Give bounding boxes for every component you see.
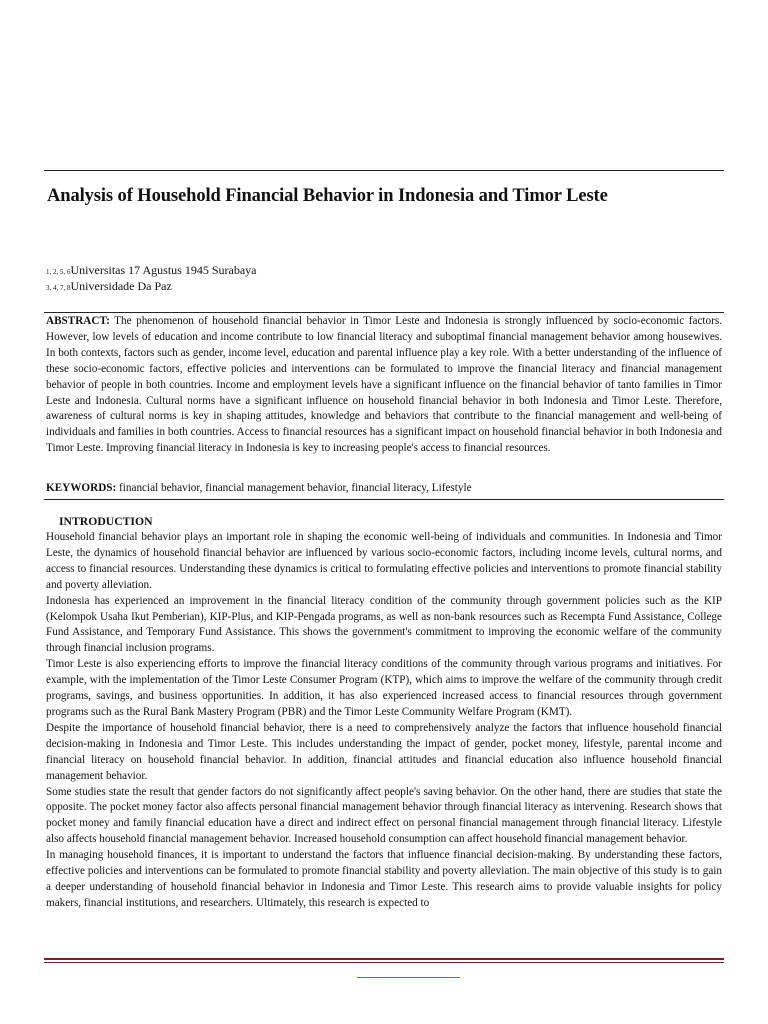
section-heading-introduction: INTRODUCTION (59, 515, 153, 528)
keywords-rule (44, 499, 724, 500)
affiliations (46, 262, 256, 294)
abstract-top-rule (44, 312, 724, 313)
affiliation-name: Universitas 17 Agustus 1945 Surabaya (70, 263, 257, 277)
affiliation-marks: 1, 2, 5, 6 (46, 268, 71, 276)
paper-title: Analysis of Household Financial Behavior in Indonesia and Timor Leste (47, 186, 608, 206)
keywords-label: KEYWORDS: (46, 482, 117, 494)
abstract (46, 314, 722, 457)
abstract-label: ABSTRACT: (46, 315, 110, 327)
affiliation-name: Universidade Da Paz (70, 279, 172, 293)
paragraph: Household financial behavior plays an important role in shaping the economic well-being of individuals and communities. In Indonesia and Timor Leste, the dynamics of household financial behavior are influenced by various socio-economic factors, including income levels, cultural norms, and access to financial resources. Understanding these dynamics is critical to formulating effective policies and interventions to promote financial stability and poverty alleviation. (46, 531, 722, 591)
header-rule (44, 170, 724, 171)
footer-rule (44, 958, 724, 960)
affiliation-2 (46, 278, 256, 294)
affiliation-marks: 3, 4, 7, 8 (46, 284, 71, 292)
abstract-text: The phenomenon of household financial behavior in Timor Leste and Indonesia is strongly influenced by socio-economic factors. However, low levels of education and income contribute to low financial literacy and suboptimal financial management behavior among housewives. In both contexts, factors such as gender, income level, education and parental influence play a key role. With a better understanding of the influence of these socio-economic factors, effective policies and interventions can be formulated to improve the financial literacy and financial management behavior of people in both countries. Income and employment levels have a significant influence on the financial behavior of tanto families in Timor Leste and Indonesia. Cultural norms have a significant influence on household financial behavior in both Indonesia and Timor Leste. Therefore, awareness of cultural norms is key in shaping attitudes, knowledge and behaviors that contribute to the financial management and well-being of individuals and families in both countries. Access to financial resources has a significant impact on household financial behavior in both Indonesia and Timor Leste. Improving financial literacy in Indonesia is key to increasing people's access to financial resources. (46, 315, 722, 455)
footer-rule-thin (44, 962, 724, 963)
footer-link-underline[interactable] (357, 977, 460, 978)
introduction-body (46, 530, 722, 912)
affiliation-1 (46, 262, 256, 278)
paragraph: Indonesia has experienced an improvement in the financial literacy condition of the community through government policies such as the KIP (Kelompok Usaha Ikut Pemberian), KIP-Plus, and KIP-Pengada programs, as well as non-bank resources such as Recempta Fund Assistance, College Fund Assistance, and Temporary Fund Assistance. This shows the government's commitment to improving the economic welfare of the community through financial inclusion programs. (46, 594, 722, 655)
paragraph: Despite the importance of household financial behavior, there is a need to comprehensively analyze the factors that influence household financial decision-making in Indonesia and Timor Leste. This includes understanding the impact of gender, pocket money, lifestyle, parental income and financial literacy on household financial behavior. In addition, financial attitudes and financial education also influence household financial management behavior. (46, 721, 722, 782)
paragraph: Some studies state the result that gender factors do not significantly affect people's saving behavior. On the other hand, there are studies that state the opposite. The pocket money factor also affects personal financial management behavior through financial literacy as intervening. Research shows that pocket money and family financial education have a direct and indirect effect on personal financial management through financial literacy. Lifestyle also affects household financial management behavior. Increased household consumption can affect household financial management behavior. (46, 785, 722, 846)
keywords (46, 482, 722, 494)
paragraph: Timor Leste is also experiencing efforts to improve the financial literacy conditions of the community through various programs and initiatives. For example, with the implementation of the Timor Leste Consumer Program (KTP), which aims to improve the welfare of the community through credit programs, savings, and business opportunities. In addition, it has also experienced increased access to financial resources through government programs such as the Rural Bank Mastery Program (PBR) and the Timor Leste Community Welfare Program (KMT). (46, 658, 722, 718)
keywords-text: financial behavior, financial management behavior, financial literacy, Lifestyle (119, 482, 472, 494)
paragraph: In managing household finances, it is important to understand the factors that influence financial decision-making. By understanding these factors, effective policies and interventions can be formulated to promote financial stability and poverty alleviation. The main objective of this study is to gain a deeper understanding of household financial behavior in Indonesia and Timor Leste. This research aims to provide valuable insights for policy makers, financial institutions, and researchers. Ultimately, this research is expected to (46, 849, 722, 909)
